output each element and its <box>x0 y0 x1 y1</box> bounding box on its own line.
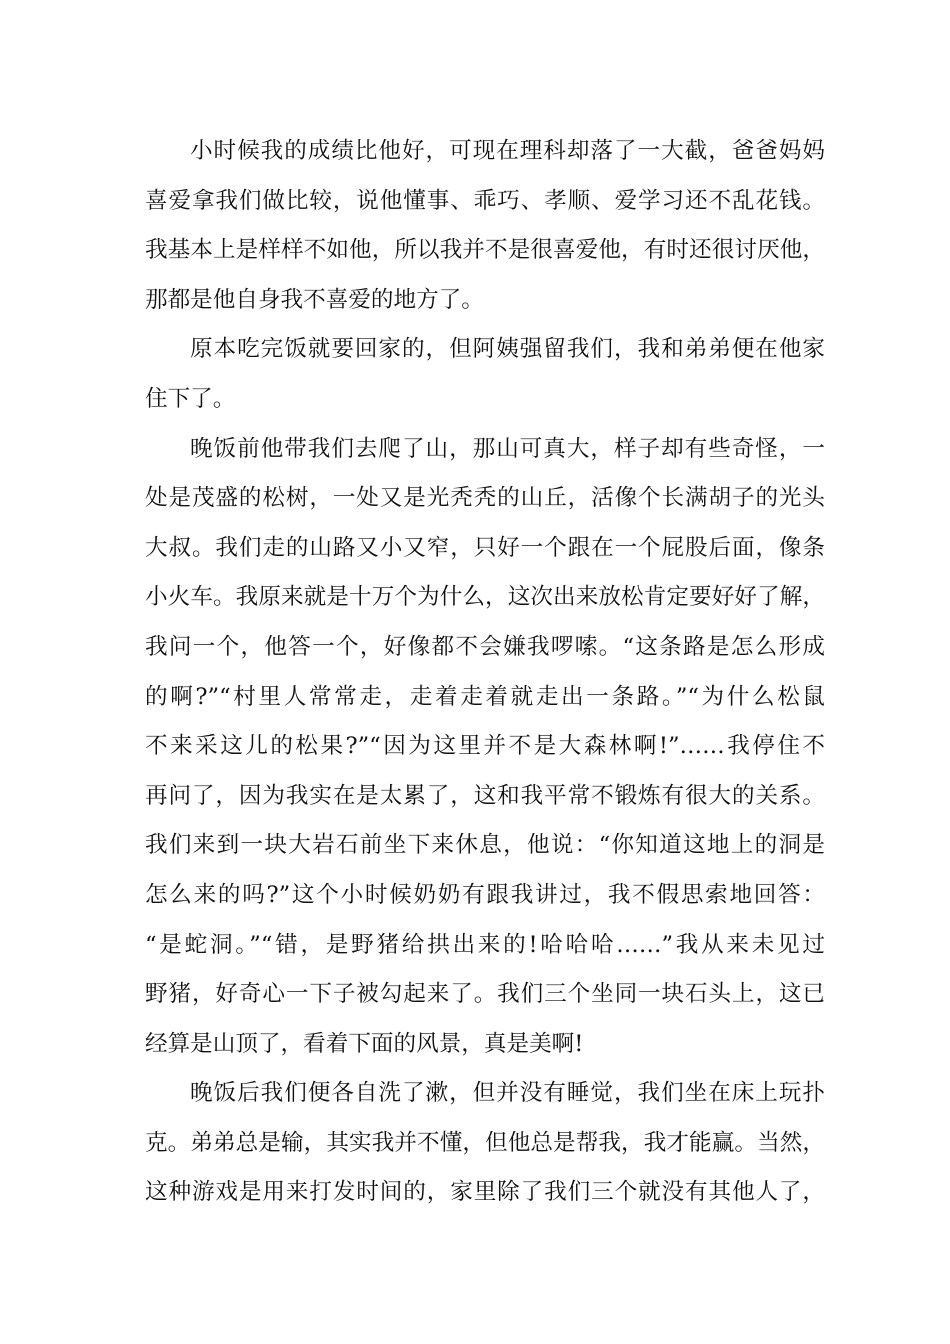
text-line: 我基本上是样样不如他，所以我并不是很喜爱他，有时还很讨厌他， <box>145 237 825 264</box>
paragraph-4 <box>145 1069 825 1218</box>
text-line: 小火车。我原来就是十万个为什么，这次出来放松肯定要好好了解， <box>145 584 825 611</box>
text-line: 住下了。 <box>145 385 236 412</box>
paragraph-1 <box>145 127 825 325</box>
text-line: 经算是山顶了，看着下面的风景，真是美啊! <box>145 1030 584 1057</box>
text-line: 怎么来的吗?”这个小时候奶奶有跟我讲过，我不假思索地回答： <box>145 881 825 908</box>
text-line: 不来采这儿的松果?”“因为这里并不是大森林啊!”……我停住不 <box>145 733 825 760</box>
paragraph-3 <box>145 425 825 1070</box>
body-text <box>145 127 825 1218</box>
text-line: 处是茂盛的松树，一处又是光秃秃的山丘，活像个长满胡子的光头 <box>145 485 825 512</box>
text-line: “是蛇洞。”“错，是野猪给拱出来的!哈哈哈……”我从来未见过 <box>145 931 825 958</box>
text-line: 我们来到一块大岩石前坐下来休息，他说：“你知道这地上的洞是 <box>145 832 825 859</box>
text-line: 晚饭前他带我们去爬了山，那山可真大，样子却有些奇怪，一 <box>190 435 825 462</box>
text-line: 的啊?”“村里人常常走，走着走着就走出一条路。”“为什么松鼠 <box>145 683 825 710</box>
text-line: 那都是他自身我不喜爱的地方了。 <box>145 286 484 313</box>
text-line: 野猪，好奇心一下子被勾起来了。我们三个坐同一块石头上，这已 <box>145 981 825 1008</box>
text-line: 大叔。我们走的山路又小又窄，只好一个跟在一个屁股后面，像条 <box>145 534 825 561</box>
text-line: 再问了，因为我实在是太累了，这和我平常不锻炼有很大的关系。 <box>145 782 825 809</box>
paragraph-2 <box>145 325 825 424</box>
text-line: 原本吃完饭就要回家的，但阿姨强留我们，我和弟弟便在他家 <box>190 336 825 363</box>
text-line: 小时候我的成绩比他好，可现在理科却落了一大截，爸爸妈妈 <box>190 138 825 164</box>
text-line: 晚饭后我们便各自洗了漱，但并没有睡觉，我们坐在床上玩扑 <box>190 1080 825 1107</box>
text-line: 这种游戏是用来打发时间的，家里除了我们三个就没有其他人了， <box>145 1179 825 1206</box>
text-line: 喜爱拿我们做比较，说他懂事、乖巧、孝顺、爱学习还不乱花钱。 <box>145 187 825 214</box>
text-line: 我问一个，他答一个，好像都不会嫌我啰嗦。“这条路是怎么形成 <box>145 633 825 660</box>
text-line: 克。弟弟总是输，其实我并不懂，但他总是帮我，我才能赢。当然， <box>145 1129 825 1156</box>
